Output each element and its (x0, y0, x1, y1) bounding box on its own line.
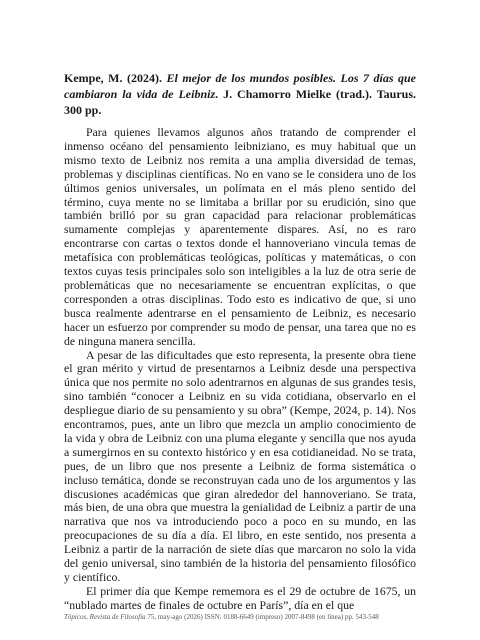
review-citation-header (64, 70, 416, 118)
body-paragraph-2: A pesar de las dificultades que esto representa, la presente obra tiene el gran mérito y virtud de presentarnos a Leibniz desde una perspectiva única que nos permite no solo adentrarnos en algunas de sus grandes tesis, sino también “conocer a Leibniz en su vida cotidiana, observarlo en el despliegue diario de su pensamiento y su obra” (Kempe, 2024, p. 14). Nos encontramos, pues, ante un libro que mezcla un amplio conocimiento de la vida y obra de Leibniz con una pluma elegante y sencilla que nos ayuda a sumergirnos en su contexto histórico y en esa cotidianeidad. No se trata, pues, de un libro que nos presente a Leibniz de forma sistemática o incluso temática, donde se reconstruyan cada uno de los argumentos y las discusiones académicas que giran alrededor del hannoveriano. Se trata, más bien, de una obra que muestra la genialidad de Leibniz a partir de una narrativa que nos va introduciendo poco a poco en su mundo, en las preocupaciones de su día a día. El libro, en este sentido, nos presenta a Leibniz a partir de la narración de siete días que marcaron no solo la vida del genio universal, sino también de la historia del pensamiento filosófico y científico. (64, 347, 416, 584)
review-page (64, 70, 416, 613)
citation-details: . J. Chamorro Mielke (trad.). Taurus. 300 pp. (64, 87, 417, 117)
body-paragraph-1: Para quienes llevamos algunos años tratando de comprender el inmenso océano del pensamiento leibniziano, es muy habitual que un mismo texto de Leibniz nos remita a una amplia diversidad de temas, problemas y disciplinas científicas. No en vano se le considera uno de los últimos genios universales, un polímata en el más pleno sentido del término, cuya mente no se limitaba a brillar por su erudición, sino que también brilló por su gran capacidad para relacionar problemáticas sumamente complejas y aparentemente dispares. Así, no es raro encontrarse con cartas o textos donde el hannoveriano vincula temas de metafísica con problemáticas teológicas, políticas y matemáticas, o con textos cuyas tesis principales solo son inteligibles a la luz de otra serie de problemáticas que no necesariamente se encuentran explícitas, o que corresponden a otras disciplinas. Todo esto es indicativo de que, si uno busca realmente adentrarse en el pensamiento de Leibniz, es necesario hacer un esfuerzo por comprender su modo de pensar, una tarea que no es de ninguna manera sencilla. (64, 125, 416, 348)
review-body (64, 126, 416, 613)
citation-author: Kempe, M. (2024). (64, 71, 167, 85)
journal-name: Tópicos, Revista de Filosofía (64, 613, 146, 621)
journal-details: 75, may-ago (2026) ISSN: 0188-6649 (impreso) 2007-8498 (en línea) pp. 543-548 (145, 613, 379, 621)
body-paragraph-3: El primer día que Kempe rememora es el 29 de octubre de 1675, un “nublado martes de finales de octubre en París”, día en el que (64, 583, 416, 612)
page-footer (64, 612, 424, 622)
book-title: El mejor de los mundos posibles. Los 7 días que cambiaron la vida de Leibniz (64, 71, 416, 101)
